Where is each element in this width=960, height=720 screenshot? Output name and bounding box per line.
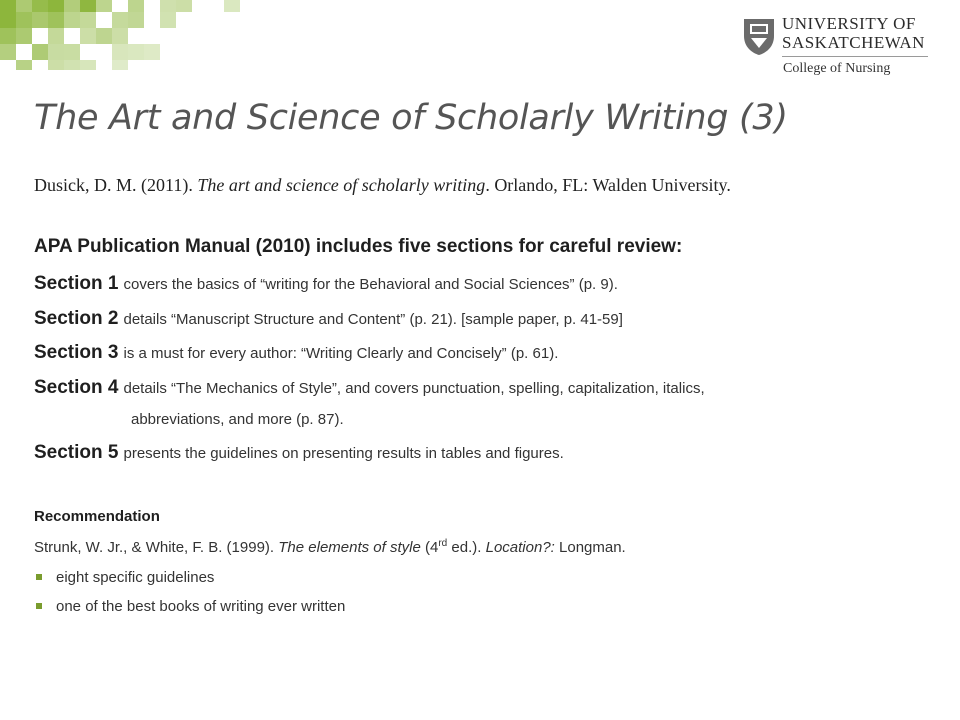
section-2 bbox=[34, 308, 623, 330]
list-item bbox=[36, 598, 345, 615]
mosaic-cell bbox=[32, 0, 48, 12]
mosaic-cell bbox=[224, 0, 240, 12]
mosaic-cell bbox=[0, 0, 16, 12]
logo-divider bbox=[782, 56, 928, 57]
mosaic-cell bbox=[16, 0, 32, 12]
mosaic-cell bbox=[176, 0, 192, 12]
mosaic-cell bbox=[0, 28, 16, 44]
university-line-2: SASKATCHEWAN bbox=[782, 33, 925, 52]
list-item bbox=[36, 569, 214, 586]
mosaic-cell bbox=[64, 0, 80, 12]
university-name bbox=[782, 14, 925, 52]
mosaic-cell bbox=[112, 60, 128, 70]
rec-ref-edition-open: (4 bbox=[420, 539, 439, 556]
mosaic-cell bbox=[112, 12, 128, 28]
college-name: College of Nursing bbox=[783, 61, 891, 76]
mosaic-cell bbox=[128, 0, 144, 12]
section-text: covers the basics of “writing for the Behavioral and Social Sciences” (p. 9). bbox=[123, 276, 618, 293]
mosaic-cell bbox=[48, 12, 64, 28]
mosaic-cell bbox=[16, 28, 32, 44]
mosaic-cell bbox=[16, 12, 32, 28]
reference-authors: Dusick, D. M. (2011). bbox=[34, 175, 198, 195]
section-label: Section 4 bbox=[34, 377, 119, 398]
mosaic-cell bbox=[112, 44, 128, 60]
mosaic-cell bbox=[80, 60, 96, 70]
mosaic-cell bbox=[80, 0, 96, 12]
mosaic-cell bbox=[48, 28, 64, 44]
rec-ref-edition-close: ed.). bbox=[447, 539, 486, 556]
mosaic-cell bbox=[112, 28, 128, 44]
mosaic-cell bbox=[48, 60, 64, 70]
section-text: is a must for every author: “Writing Clearly and Concisely” (p. 61). bbox=[123, 345, 559, 362]
mosaic-cell bbox=[96, 28, 112, 44]
university-line-1: UNIVERSITY OF bbox=[782, 14, 916, 33]
mosaic-cell bbox=[32, 12, 48, 28]
mosaic-cell bbox=[128, 12, 144, 28]
section-4-continuation: abbreviations, and more (p. 87). bbox=[131, 411, 344, 428]
rec-ref-title: The elements of style bbox=[278, 539, 421, 556]
section-label: Section 3 bbox=[34, 342, 119, 363]
mosaic-cell bbox=[160, 0, 176, 12]
section-1 bbox=[34, 273, 618, 295]
section-3 bbox=[34, 342, 558, 364]
mosaic-cell bbox=[128, 44, 144, 60]
mosaic-cell bbox=[64, 44, 80, 60]
section-label: Section 5 bbox=[34, 442, 119, 463]
mosaic-cell bbox=[160, 12, 176, 28]
section-text: details “The Mechanics of Style”, and covers punctuation, spelling, capitalization, italics, bbox=[123, 380, 705, 397]
bullet-text: one of the best books of writing ever written bbox=[56, 598, 346, 615]
bullet-text: eight specific guidelines bbox=[56, 569, 215, 586]
mosaic-cell bbox=[64, 60, 80, 70]
mosaic-cell bbox=[80, 12, 96, 28]
rec-ref-prefix: Strunk, W. Jr., & White, F. B. (1999). bbox=[34, 539, 279, 556]
university-logo bbox=[742, 14, 942, 84]
square-bullet-icon bbox=[36, 603, 42, 609]
mosaic-cell bbox=[96, 0, 112, 12]
reference-publisher: . Orlando, FL: Walden University. bbox=[485, 175, 731, 195]
rec-ref-edition-sup: rd bbox=[438, 538, 448, 549]
mosaic-cell bbox=[0, 12, 16, 28]
strunk-white-reference bbox=[34, 538, 626, 556]
mosaic-cell bbox=[48, 0, 64, 12]
mosaic-cell bbox=[32, 44, 48, 60]
section-label: Section 1 bbox=[34, 273, 119, 294]
apa-heading: APA Publication Manual (2010) includes five sections for careful review: bbox=[34, 236, 683, 257]
section-label: Section 2 bbox=[34, 308, 119, 329]
slide-title: The Art and Science of Scholarly Writing (3) bbox=[34, 98, 788, 138]
section-text: presents the guidelines on presenting results in tables and figures. bbox=[123, 445, 564, 462]
reference-book-title: The art and science of scholarly writing bbox=[197, 175, 486, 195]
section-text: details “Manuscript Structure and Content” (p. 21). [sample paper, p. 41-59] bbox=[123, 311, 623, 328]
recommendation-heading: Recommendation bbox=[34, 508, 160, 525]
mosaic-cell bbox=[80, 28, 96, 44]
dusick-reference bbox=[34, 175, 731, 196]
square-bullet-icon bbox=[36, 574, 42, 580]
rec-ref-location: Location?: bbox=[485, 539, 555, 556]
mosaic-cell bbox=[48, 44, 64, 60]
crest-icon bbox=[742, 16, 776, 56]
mosaic-cell bbox=[144, 44, 160, 60]
green-mosaic-decoration bbox=[0, 0, 250, 70]
section-4 bbox=[34, 377, 705, 399]
mosaic-cell bbox=[16, 60, 32, 70]
section-5 bbox=[34, 442, 564, 464]
mosaic-cell bbox=[0, 44, 16, 60]
mosaic-cell bbox=[64, 12, 80, 28]
rec-ref-publisher: Longman. bbox=[554, 539, 626, 556]
